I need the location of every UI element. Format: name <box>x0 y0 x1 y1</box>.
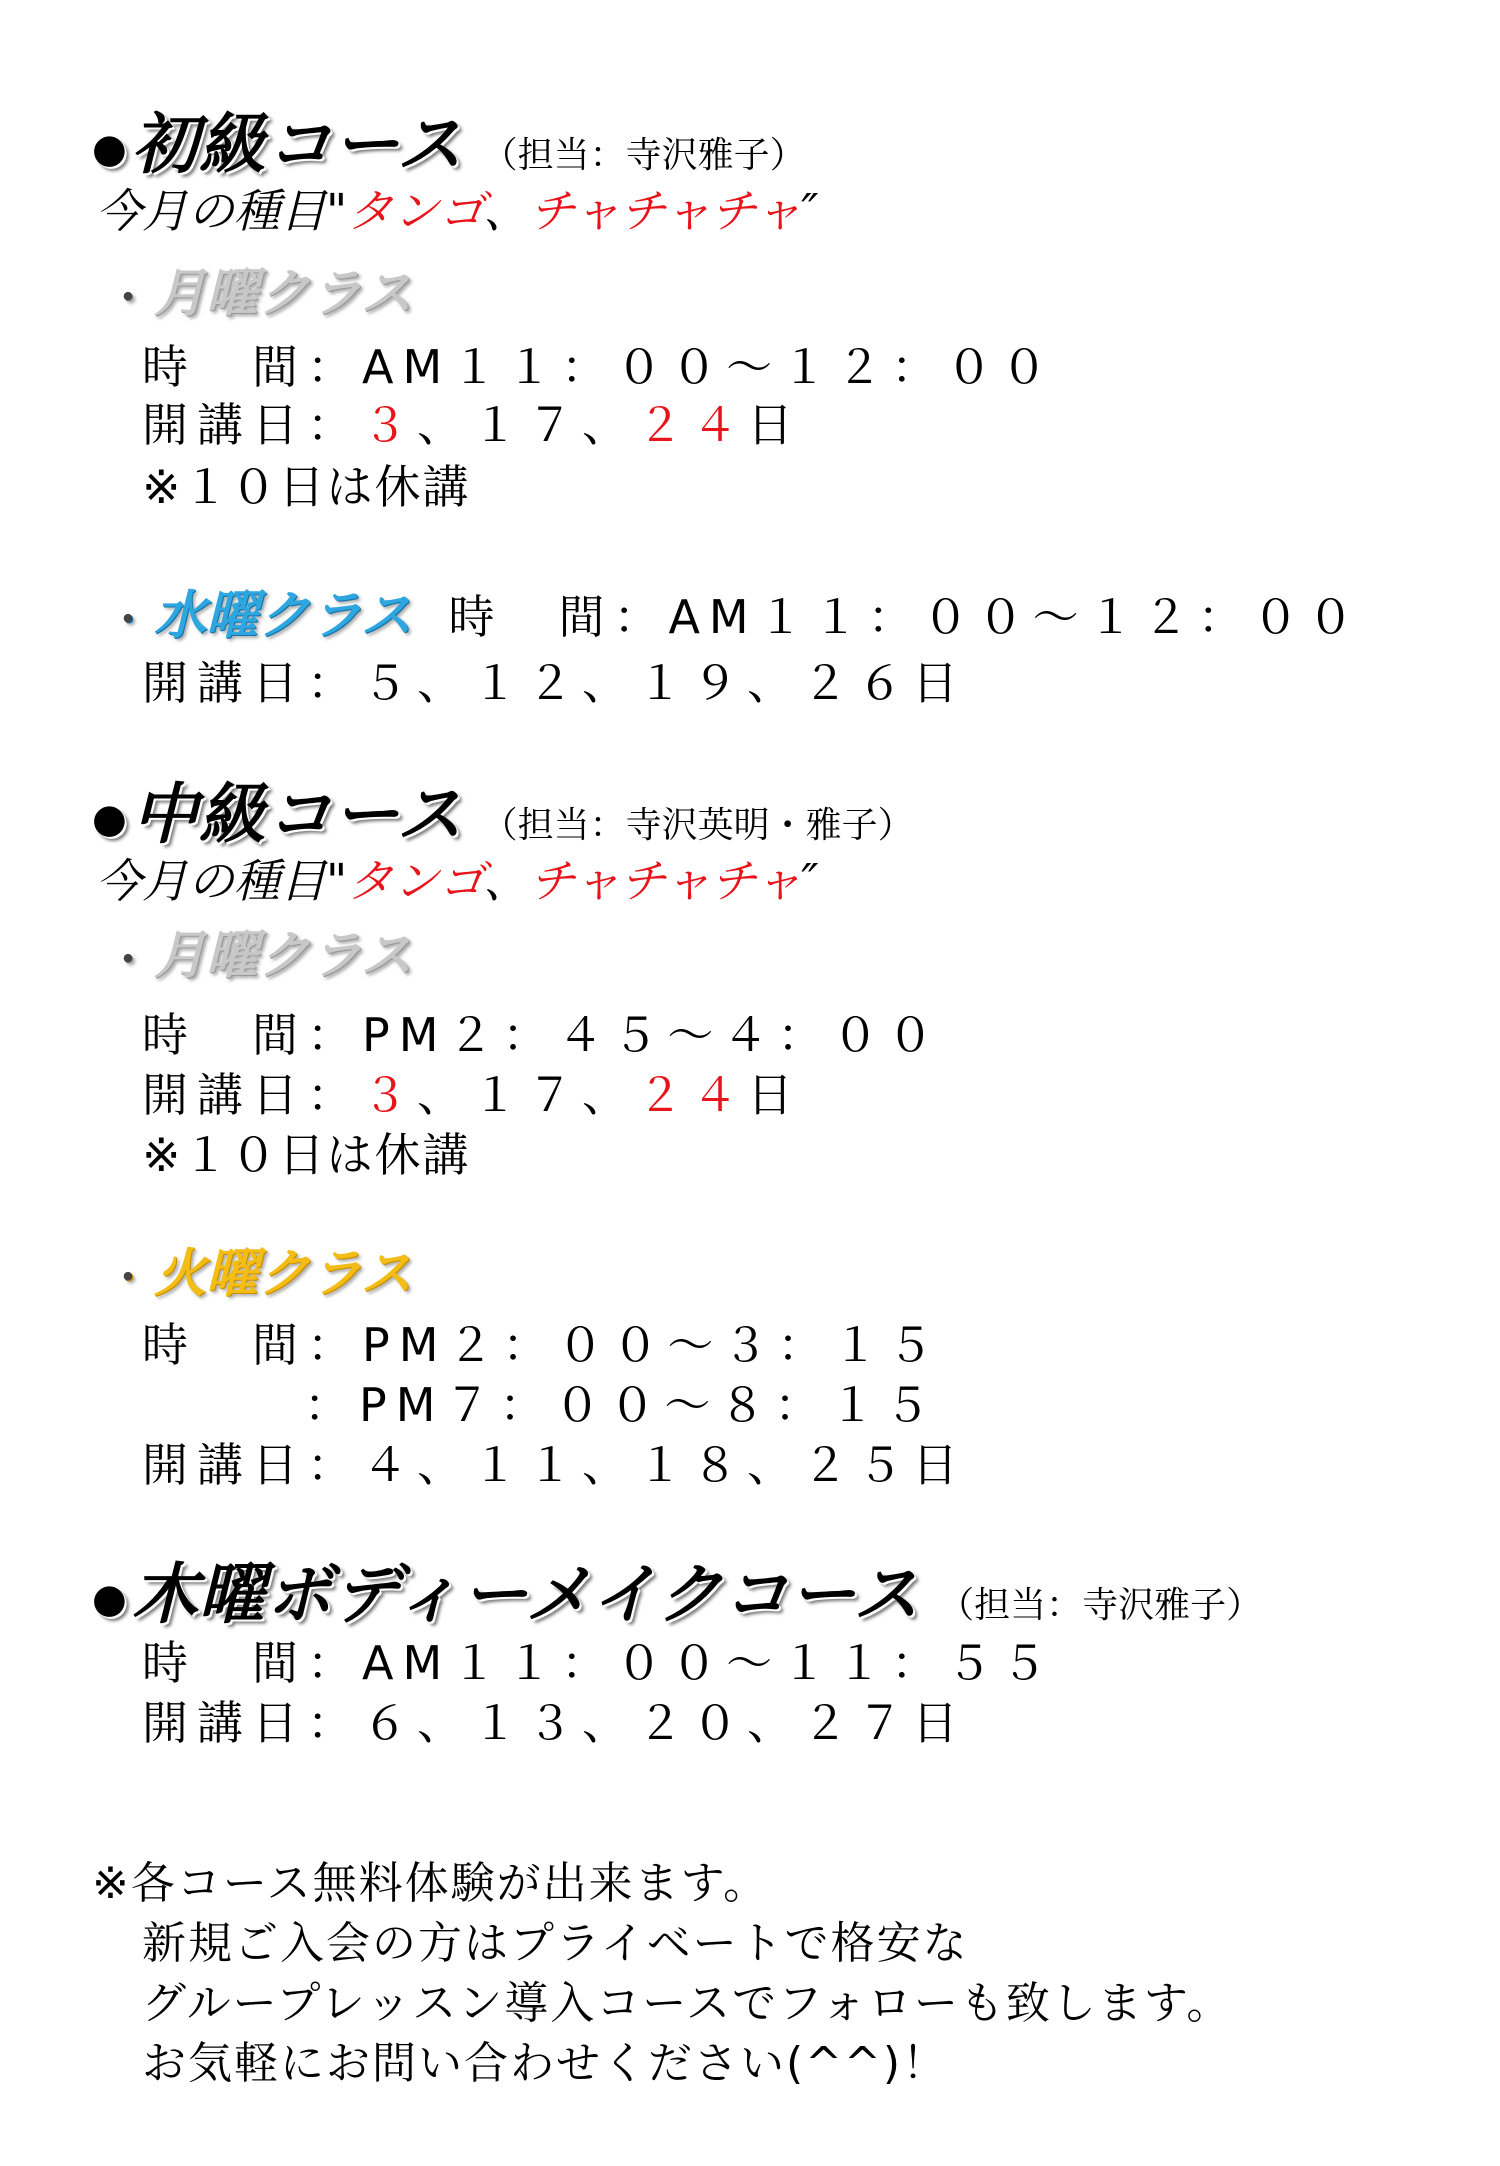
beginner-monday-note: ※１０日は休講 <box>142 460 471 514</box>
bullet-icon: ● <box>92 795 128 842</box>
beginner-event-line <box>96 184 819 238</box>
intermediate-course-heading <box>92 776 914 853</box>
event-prefix: 今月の種目" <box>96 184 348 238</box>
footer-note-line-1: ※各コース無料体験が出来ます。 <box>92 1858 770 1909</box>
footer-note-line-2: 新規ご入会の方はプライベートで格安な <box>142 1918 969 1969</box>
beginner-course-heading <box>92 106 806 183</box>
bullet-icon: ● <box>92 1575 128 1622</box>
footer-note-line-3: グループレッスン導入コースでフォローも致します。 <box>142 1978 1233 2029</box>
intermediate-tuesday-time-2: ：PM７：００～８：１５ <box>304 1378 940 1432</box>
dates-middle: 、１７、 <box>417 398 637 452</box>
thursday-course-heading <box>92 1556 1263 1633</box>
dates-suffix: 日 <box>747 1068 802 1122</box>
thursday-instructor: （担当：寺沢雅子） <box>938 1585 1263 1626</box>
beginner-monday-time: 時 間：AM１１：００～１２：００ <box>142 340 1057 394</box>
monday-class-label: 月曜クラス <box>154 926 413 986</box>
intermediate-course-title: 中級コース <box>131 776 464 853</box>
wednesday-class-label: 水曜クラス <box>154 586 413 646</box>
thursday-dates: 開講日：６、１３、２０、２７日 <box>142 1696 967 1750</box>
event-suffix: ″ <box>801 854 819 908</box>
dates-prefix: 開講日： <box>142 1068 362 1122</box>
beginner-course-title: 初級コース <box>131 106 464 183</box>
event-chachacha: チャチャチャ <box>529 184 802 238</box>
event-suffix: ″ <box>801 184 819 238</box>
intermediate-tuesday-dates: 開講日：４、１１、１８、２５日 <box>142 1438 967 1492</box>
beginner-wednesday-dates: 開講日：５、１２、１９、２６日 <box>142 656 967 710</box>
event-tango: タンゴ <box>347 184 484 238</box>
intermediate-monday-class-heading <box>108 926 413 986</box>
date-highlight: ２４ <box>637 1068 747 1122</box>
beginner-monday-class-heading <box>108 264 413 324</box>
event-separator: 、 <box>483 184 530 238</box>
beginner-monday-dates <box>142 398 802 452</box>
intermediate-tuesday-class-heading <box>108 1244 413 1304</box>
thursday-course-title: 木曜ボディーメイクコース <box>131 1556 921 1633</box>
class-dot-icon: ・ <box>108 275 148 321</box>
dates-suffix: 日 <box>747 398 802 452</box>
tuesday-class-label: 火曜クラス <box>154 1244 413 1304</box>
beginner-wednesday-class-heading <box>108 586 1363 646</box>
intermediate-monday-note: ※１０日は休講 <box>142 1128 471 1182</box>
event-prefix: 今月の種目" <box>96 854 348 908</box>
dates-prefix: 開講日： <box>142 398 362 452</box>
monday-class-label: 月曜クラス <box>154 264 413 324</box>
intermediate-instructor: （担当：寺沢英明・雅子） <box>481 805 914 846</box>
intermediate-monday-dates <box>142 1068 802 1122</box>
bullet-icon: ● <box>92 125 128 172</box>
date-highlight: ３ <box>362 398 417 452</box>
intermediate-event-line <box>96 854 819 908</box>
date-highlight: ２４ <box>637 398 747 452</box>
class-dot-icon: ・ <box>108 1255 148 1301</box>
class-dot-icon: ・ <box>108 597 148 643</box>
intermediate-tuesday-time-1: 時 間：PM２：００～３：１５ <box>142 1318 943 1372</box>
beginner-instructor: （担当：寺沢雅子） <box>481 135 806 176</box>
intermediate-monday-time: 時 間：PM２：４５～４：００ <box>142 1008 943 1062</box>
event-separator: 、 <box>483 854 530 908</box>
dates-middle: 、１７、 <box>417 1068 637 1122</box>
footer-note-line-4: お気軽にお問い合わせください(^^)！ <box>142 2038 949 2089</box>
thursday-time: 時 間：AM１１：００～１１：５５ <box>142 1636 1057 1690</box>
wednesday-time: 時 間：AM１１：００～１２：００ <box>448 590 1363 644</box>
date-highlight: ３ <box>362 1068 417 1122</box>
event-chachacha: チャチャチャ <box>529 854 802 908</box>
event-tango: タンゴ <box>347 854 484 908</box>
class-dot-icon: ・ <box>108 937 148 983</box>
